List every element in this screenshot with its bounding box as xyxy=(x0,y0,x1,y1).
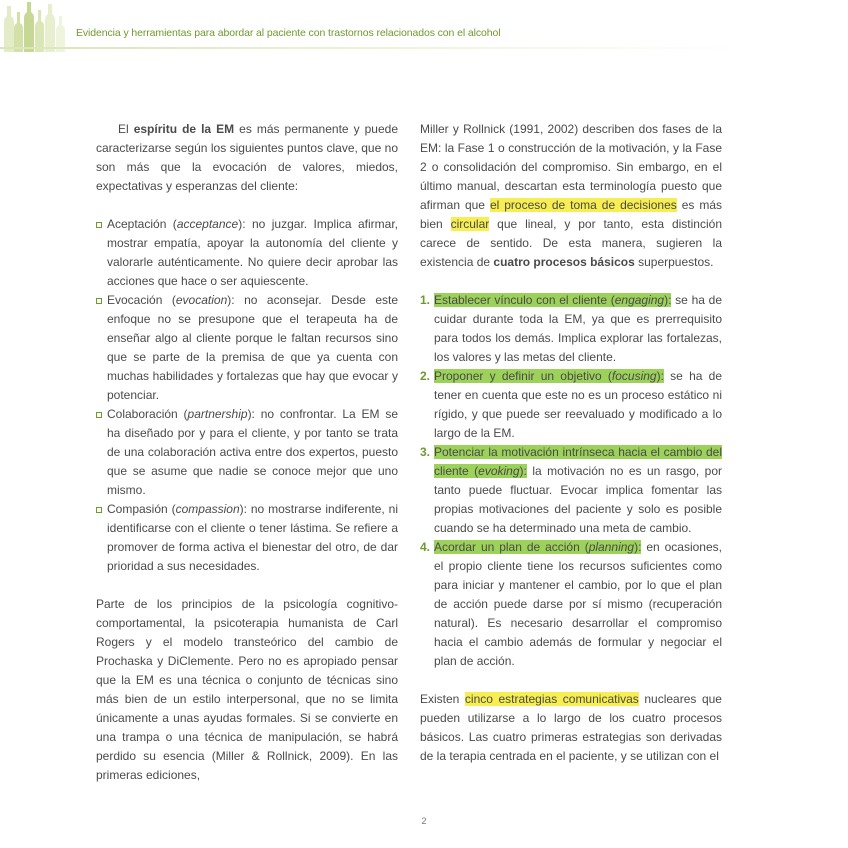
list-number: 3. xyxy=(420,445,431,459)
square-bullet-icon xyxy=(96,507,102,513)
highlight-decisions: el proceso de toma de decisiones xyxy=(489,198,677,212)
strategies-paragraph: Existen cinco estrategias comunicativas nucleares que pueden utilizarse a lo largo de los cuatro procesos básicos. Las cuatro primeras estrategias son derivadas de la terapia centrada en el paciente, y se utilizan con el xyxy=(420,692,722,763)
highlight-process: Acordar un plan de acción (planning): xyxy=(434,540,642,554)
right-column xyxy=(420,120,722,766)
page-number: 2 xyxy=(421,816,427,826)
list-item: 2. Proponer y definir un objetivo (focusing): se ha de tener en cuenta que este no es un proceso estático ni rígido, y que puede ser reevaluado y modificado a lo largo de la EM. xyxy=(420,369,722,440)
header-title: Evidencia y herramientas para abordar al paciente con trastornos relacionados con el alcohol xyxy=(76,27,501,39)
four-processes-term: cuatro procesos básicos xyxy=(493,255,635,269)
principles-paragraph: Parte de los principios de la psicología cognitivo-comportamental, la psicoterapia humanista de Carl Rogers y el modelo transteórico del cambio de Prochaska y DiClemente. Pero no es apropiado pensar que la EM es una técnica o conjunto de técnicas sino más bien de un estilo interpersonal, que no se limita únicamente a unas ayudas formales. Si se convierte en una trampa o una técnica de manipulación, se habrá perdido su esencia (Miller & Rollnick, 2009). En las primeras ediciones, xyxy=(96,597,398,782)
list-number: 4. xyxy=(420,540,431,554)
list-item: Compasión (compassion): no mostrarse indiferente, ni identificarse con el cliente o tener lástima. Se refiere a promover de forma activa el bienestar del otro, de dar prioridad a sus necesidades. xyxy=(96,500,398,576)
highlight-circular: circular xyxy=(450,217,490,231)
spirit-term: espíritu de la EM xyxy=(133,122,235,136)
highlight-process: Establecer vínculo con el cliente (engaging): xyxy=(434,293,672,307)
highlight-strategies: cinco estrategias comunicativas xyxy=(464,692,639,706)
list-item: Colaboración (partnership): no confrontar. La EM se ha diseñado por y para el cliente, y por tanto se trata de una colaboración activa entre dos expertos, puesto que se asume que nadie se conoce mejor que uno mismo. xyxy=(96,405,398,500)
square-bullet-icon xyxy=(96,412,102,418)
processes-numbered-list xyxy=(420,291,722,671)
highlight-process: Potenciar la motivación intrínseca hacia el cambio del cliente (evoking): xyxy=(434,445,722,478)
list-item: Evocación (evocation): no aconsejar. Desde este enfoque no se presupone que el terapeuta ha de enseñar algo al cliente porque le faltan recursos sino que se parte de la premisa de que ya cuenta con muchas habilidades y fortalezas que hay que evocar y potenciar. xyxy=(96,291,398,405)
intro-paragraph: El espíritu de la EM es más permanente y puede caracterizarse según los siguientes puntos clave, que no son más que la evocación de valores, miedos, expectativas y esperanzas del cliente: xyxy=(96,122,398,193)
list-number: 1. xyxy=(420,293,431,307)
highlight-process: Proponer y definir un objetivo (focusing): xyxy=(434,369,664,383)
left-column xyxy=(96,120,398,785)
page-header xyxy=(0,0,848,52)
list-item: 3. Potenciar la motivación intrínseca hacia el cambio del cliente (evoking): la motivación no es un rasgo, por tanto puede fluctuar. Evocar implica fomentar las propias motivaciones del paciente y solo es posible cuando se ha determinado una meta de cambio. xyxy=(420,445,722,535)
list-number: 2. xyxy=(420,369,431,383)
phases-paragraph: Miller y Rollnick (1991, 2002) describen dos fases de la EM: la Fase 1 o construcción de la motivación, y la Fase 2 o consolidación del compromiso. Sin embargo, en el último manual, descartan esta terminología puesto que afirman que el proceso de toma de decisiones es más bien circular que lineal, y por tanto, esta distinción carece de sentido. De esta manera, sugieren la existencia de cuatro procesos básicos superpuestos. xyxy=(420,122,723,269)
spirit-bullet-list xyxy=(96,215,398,576)
list-item: 1. Establecer vínculo con el cliente (engaging): se ha de cuidar durante toda la EM, ya que es prerrequisito para todos los demás. Implica explorar las fortalezas, los valores y las metas del cliente. xyxy=(420,293,722,364)
header-divider xyxy=(0,47,740,49)
square-bullet-icon xyxy=(96,298,102,304)
bottles-logo-icon xyxy=(0,0,70,52)
square-bullet-icon xyxy=(96,222,102,228)
list-item: Aceptación (acceptance): no juzgar. Implica afirmar, mostrar empatía, apoyar la autonomía del cliente y valorarle auténticamente. No quiere decir aprobar las acciones que hace o ser aquiescente. xyxy=(96,215,398,291)
list-item: 4. Acordar un plan de acción (planning): en ocasiones, el propio cliente tiene los recursos suficientes como para iniciar y mantener el cambio, por lo que el plan de acción puede darse por sí mismo (recuperación natural). Es necesario desarrollar el compromiso hacia el cambio además de formular y negociar el plan de acción. xyxy=(420,540,722,668)
